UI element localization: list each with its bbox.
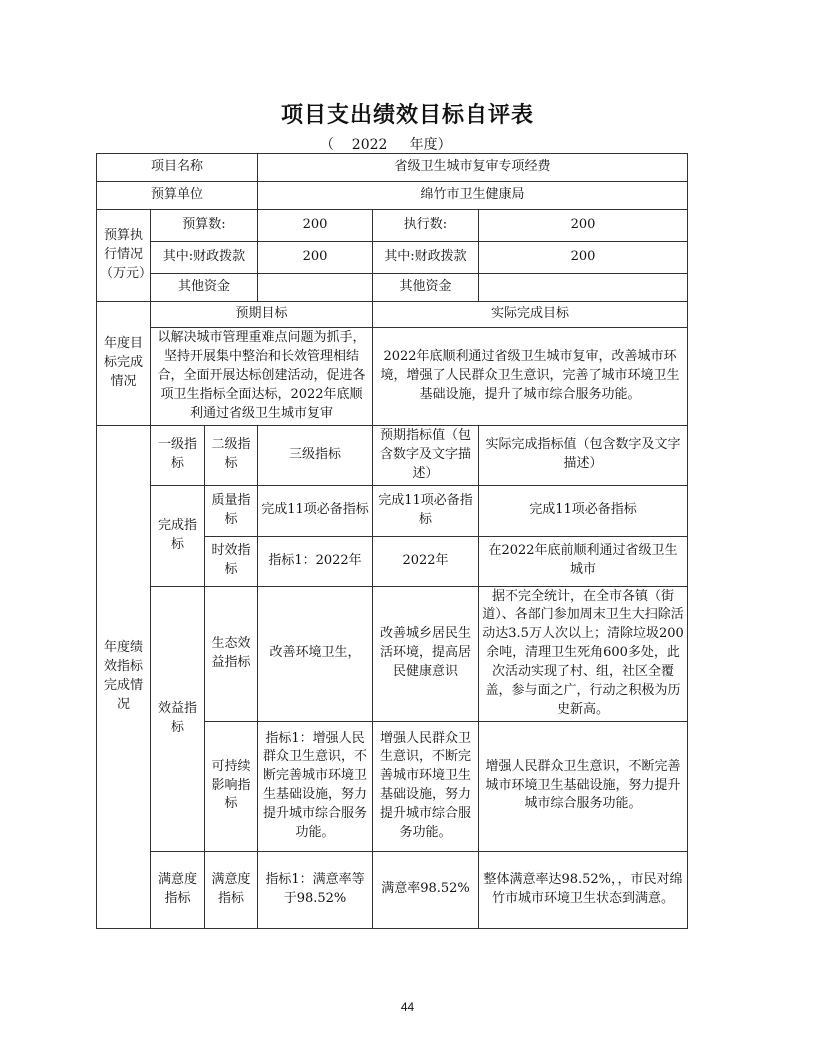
project-name-value: 省级卫生城市复审专项经费: [258, 154, 688, 182]
exec-amount-value: 200: [479, 210, 688, 242]
fiscal-label-2: 其中:财政拨款: [373, 242, 479, 274]
satisfaction-indicator-name: 满意度指标: [205, 851, 258, 928]
completion-indicator-label: 完成指标: [151, 485, 205, 586]
fiscal-value-1: 200: [258, 242, 373, 274]
project-name-label: 项目名称: [97, 154, 258, 182]
other-funds-label-1: 其他资金: [151, 274, 258, 302]
expected-goal-header: 预期目标: [151, 302, 373, 328]
annual-goal-label: 年度目标完成情况: [97, 302, 151, 426]
satisfaction-actual: 整体满意率达98.52%，，市民对绵竹市城市环境卫生状态到满意。: [479, 851, 688, 928]
quality-level3: 完成11项必备指标: [258, 485, 373, 536]
sustain-indicator-name: 可持续影响指标: [205, 721, 258, 851]
satisfaction-indicator-label: 满意度指标: [151, 851, 205, 928]
page-number: 44: [400, 1000, 415, 1014]
eco-actual: 据不完全统计，在全市各镇（街道）、各部门参加周末卫生大扫除活动达3.5万人次以上；清除垃圾200余吨，清理卫生死角600多处，此次活动实现了村、组，社区全覆盖，参与面之广，行动之积极为历史新高。: [479, 586, 688, 721]
budget-amount-value: 200: [258, 210, 373, 242]
header-level3: 三级指标: [258, 426, 373, 486]
timeliness-level3: 指标1：2022年: [258, 536, 373, 586]
timeliness-indicator-name: 时效指标: [205, 536, 258, 586]
actual-goal-header: 实际完成目标: [373, 302, 688, 328]
performance-label: 年度绩效指标完成情况: [97, 426, 151, 929]
fiscal-value-2: 200: [479, 242, 688, 274]
benefit-indicator-label: 效益指标: [151, 586, 205, 851]
timeliness-actual: 在2022年底前顺利通过省级卫生城市: [479, 536, 688, 586]
quality-indicator-name: 质量指标: [205, 485, 258, 536]
budget-execution-label: 预算执行情况（万元）: [97, 210, 151, 302]
sustain-expected: 增强人民群众卫生意识，不断完善城市环境卫生基础设施，努力提升城市综合服务功能。: [373, 721, 479, 851]
other-funds-value-1: [258, 274, 373, 302]
satisfaction-expected: 满意率98.52%: [373, 851, 479, 928]
self-evaluation-table: [96, 153, 688, 929]
sustain-level3: 指标1：增强人民群众卫生意识，不断完善城市环境卫生基础设施，努力提升城市综合服务功能。: [258, 721, 373, 851]
timeliness-expected: 2022年: [373, 536, 479, 586]
quality-expected: 完成11项必备指标: [373, 485, 479, 536]
header-actual: 实际完成指标值（包含数字及文字描述）: [479, 426, 688, 486]
sustain-actual: 增强人民群众卫生意识，不断完善城市环境卫生基础设施，努力提升城市综合服务功能。: [479, 721, 688, 851]
other-funds-label-2: 其他资金: [373, 274, 479, 302]
page-title: 项目支出绩效目标自评表: [280, 103, 534, 128]
quality-actual: 完成11项必备指标: [479, 485, 688, 536]
satisfaction-level3: 指标1：满意率等于98.52%: [258, 851, 373, 928]
budget-unit-label: 预算单位: [97, 182, 258, 210]
other-funds-value-2: [479, 274, 688, 302]
budget-unit-value: 绵竹市卫生健康局: [258, 182, 688, 210]
exec-amount-label: 执行数:: [373, 210, 479, 242]
eco-expected: 改善城乡居民生活环境，提高居民健康意识: [373, 586, 479, 721]
actual-goal-text: 2022年底顺利通过省级卫生城市复审，改善城市环境，增强了人民群众卫生意识，完善了城市环境卫生基础设施，提升了城市综合服务功能。: [373, 328, 688, 426]
eco-indicator-name: 生态效益指标: [205, 586, 258, 721]
fiscal-label-1: 其中:财政拨款: [151, 242, 258, 274]
budget-amount-label: 预算数:: [151, 210, 258, 242]
year-line: （ 2022 年度）: [320, 137, 452, 153]
header-expected: 预期指标值（包含数字及文字描述）: [373, 426, 479, 486]
expected-goal-text: 以解决城市管理重难点问题为抓手，坚持开展集中整治和长效管理相结合，全面开展达标创建活动，促进各项卫生指标全面达标，2022年底顺利通过省级卫生城市复审: [151, 328, 373, 426]
eco-level3: 改善环境卫生，: [258, 586, 373, 721]
header-level2: 二级指标: [205, 426, 258, 486]
header-level1: 一级指标: [151, 426, 205, 486]
